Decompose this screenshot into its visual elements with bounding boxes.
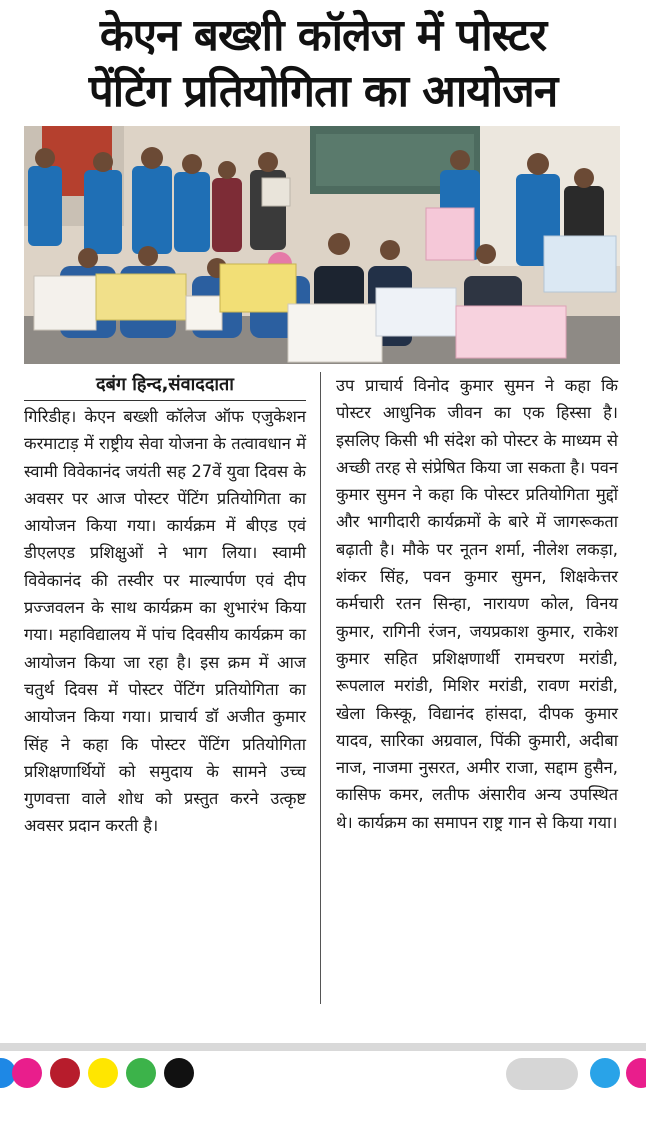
footer-rule xyxy=(0,1043,646,1051)
registration-dot-cyan xyxy=(590,1058,620,1088)
article-text-left: गिरिडीह। केएन बख्शी कॉलेज ऑफ एजुकेशन करमाटाड़ में राष्ट्रीय सेवा योजना के तत्वावधान में स्वामी विवेकानंद जयंती सह 27वें युवा दिवस के अवसर पर आज पोस्टर पेंटिंग प्रतियोगिता का आयोजन किया गया। कार्यक्रम में बीएड एवं डीएलएड प्रशिक्षुओं ने भाग लिया। स्वामी विवेकानंद की तस्वीर पर माल्यार्पण एवं दीप प्रज्जवलन के साथ कार्यक्रम का शुभारंभ किया गया। महाविद्यालय में पांच दिवसीय कार्यक्रम का आयोजन किया जा रहा है। इस क्रम में आज चतुर्थ दिवस में पोस्टर पेंटिंग प्रतियोगिता का आयोजन किया गया। प्राचार्य डॉ अजीत कुमार सिंह ने कहा कि पोस्टर पेंटिंग प्रतियोगिता प्रशिक्षणार्थियों को समुदाय के सामने उच्च गुणवत्ता वाले शोध को प्रस्तुत करने उत्कृष्ट अवसर प्रदान करती है। xyxy=(24,407,306,836)
article-column-right xyxy=(336,372,618,836)
registration-dot-black xyxy=(164,1058,194,1088)
headline-line-1: केएन बख्शी कॉलेज में पोस्टर xyxy=(99,10,547,61)
article-column-left xyxy=(24,372,306,840)
column-divider xyxy=(320,372,321,1004)
news-photo-illustration xyxy=(24,126,620,364)
registration-dot-yellow xyxy=(88,1058,118,1088)
registration-dot-magenta xyxy=(12,1058,42,1088)
news-photo xyxy=(24,126,620,364)
headline-line-2: पेंटिंग प्रतियोगिता का आयोजन xyxy=(88,66,558,117)
registration-oval xyxy=(506,1058,578,1090)
article-text-right: उप प्राचार्य विनोद कुमार सुमन ने कहा कि पोस्टर आधुनिक जीवन का एक हिस्सा है। इसलिए किसी भी संदेश को पोस्टर के माध्यम से अच्छी तरह से संप्रेषित किया जा सकता है। पवन कुमार सुमन ने कहा कि पोस्टर प्रतियोगिता मुद्दों और भागीदारी कार्यक्रमों के बारे में जागरूकता बढ़ाती है। मौके पर नूतन शर्मा, नीलेश लकड़ा, शंकर सिंह, पवन कुमार सुमन, शिक्षकेत्तर कर्मचारी रतन सिन्हा, नारायण कोल, विनय कुमार, रागिनी रंजन, जयप्रकाश कुमार, राकेश कुमार सहित प्रशिक्षणार्थी रामचरण मरांडी, रूपलाल मरांडी, मिशिर मरांडी, रावण मरांडी, खेला किस्कू, विद्यानंद हांसदा, दीपक कुमार यादव, सारिका अग्रवाल, पिंकी कुमारी, अदीबा नाज, नाजमा नुसरत, अमीर राजा, सद्दाम हुसैन, कासिफ कमर, लतीफ अंसारीव अन्य उपस्थित थे। कार्यक्रम का समापन राष्ट्र गान से किया गया। xyxy=(336,376,618,832)
headline xyxy=(0,8,646,120)
registration-dot-red xyxy=(50,1058,80,1088)
byline: दबंग हिन्द,संवाददाता xyxy=(24,372,306,401)
registration-dot-green xyxy=(126,1058,156,1088)
